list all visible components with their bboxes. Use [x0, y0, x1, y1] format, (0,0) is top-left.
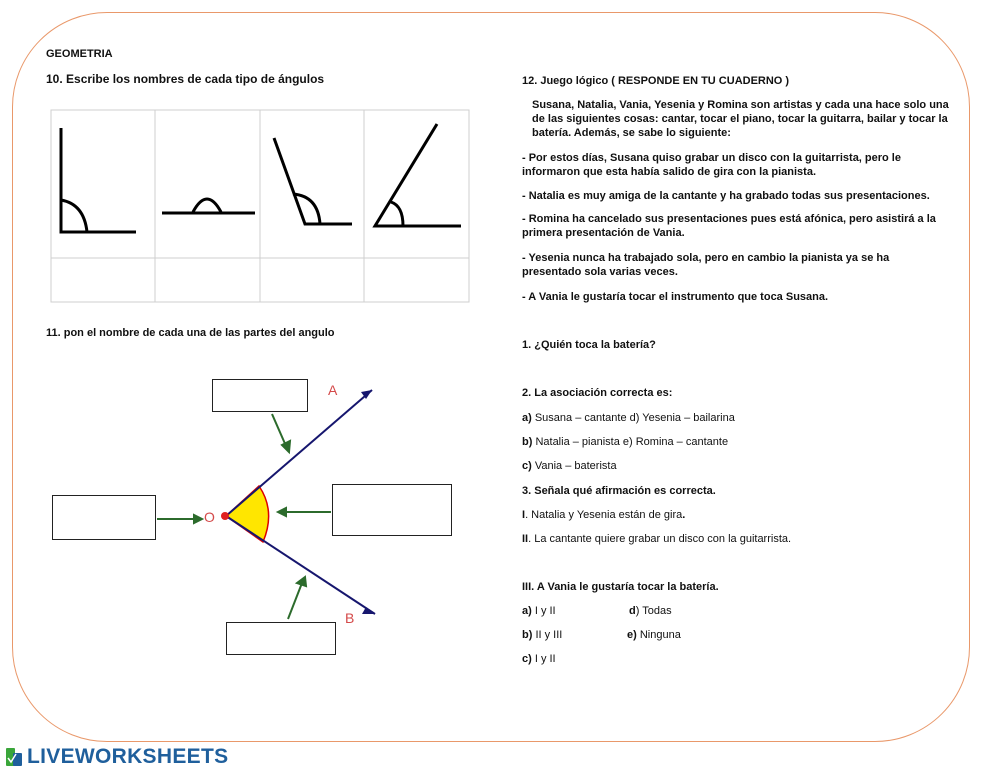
ray-a-label: A — [328, 382, 338, 398]
q2-option-c: c) Vania – baterista — [522, 460, 617, 472]
arrow-to-arc-head — [278, 508, 286, 516]
q11-title: 11. pon el nombre de cada una de las partes del angulo — [46, 327, 335, 339]
arrow-to-side-a — [272, 414, 286, 446]
q12-title: 12. Juego lógico ( RESPONDE EN TU CUADERNO ) — [522, 75, 790, 87]
angle-answer-field-4[interactable] — [365, 259, 468, 301]
clue-4: - Yesenia nunca ha trabajado sola, pero en cambio la pianista ya se ha presentado sola varias veces. — [522, 252, 890, 278]
q12-intro: Susana, Natalia, Vania, Yesenia y Romina son artistas y cada una hace solo una de las siguientes cosas: cantar, tocar el piano, tocar la guitarra, bailar y tocar la batería. Además, se sabe lo siguiente: — [532, 99, 949, 139]
ray-b-arrowhead — [362, 607, 375, 614]
straight-angle-figure — [162, 199, 255, 213]
statement-3: III. A Vania le gustaría tocar la batería. — [522, 581, 719, 593]
ray-b-label: B — [345, 610, 355, 626]
vertex-dot — [221, 512, 229, 520]
statement-1: I. Natalia y Yesenia están de gira. — [522, 509, 686, 521]
q3-option-e: e) Ninguna — [627, 629, 681, 641]
angle-arc — [226, 486, 269, 542]
q2-option-a: a) Susana – cantante d) Yesenia – bailarina — [522, 412, 735, 424]
q3-option-b: b) II y III — [522, 629, 563, 641]
question-3: 3. Señala qué afirmación es correcta. — [522, 485, 716, 497]
clue-2: - Natalia es muy amiga de la cantante y ha grabado todas sus presentaciones. — [522, 190, 930, 202]
liveworksheets-logo[interactable] — [6, 745, 228, 769]
angle-answer-field-2[interactable] — [156, 259, 259, 301]
arrow-to-side-b-head — [297, 577, 306, 586]
obtuse-angle-figure — [375, 124, 461, 226]
q3-option-d: d) Todas — [629, 605, 672, 617]
page-title: GEOMETRIA — [46, 48, 113, 60]
clue-1: - Por estos días, Susana quiso grabar un disco con la guitarrista, pero le informaron que esta había salido de gira con la pianista. — [522, 152, 901, 178]
side-a-answer-field[interactable] — [212, 379, 308, 412]
vertex-label: O — [204, 509, 215, 525]
q3-option-c: c) I y II — [522, 653, 556, 665]
q2-option-b: b) Natalia – pianista e) Romina – cantante — [522, 436, 729, 448]
q3-option-a: a) I y II — [522, 605, 556, 617]
side-b-answer-field[interactable] — [226, 622, 336, 655]
question-1: 1. ¿Quién toca la batería? — [522, 339, 656, 351]
arrow-to-side-b — [288, 583, 302, 619]
arrow-to-side-a-head — [282, 441, 290, 452]
angle-answer-field-1[interactable] — [52, 259, 154, 301]
brand-name: LIVEWORKSHEETS — [27, 745, 229, 768]
acute-angle-figure — [274, 138, 352, 224]
angle-answer-field-3[interactable] — [261, 259, 363, 301]
q10-title: 10. Escribe los nombres de cada tipo de ángulos — [46, 72, 325, 86]
clue-5: - A Vania le gustaría tocar el instrumento que toca Susana. — [522, 291, 829, 303]
arc-answer-field[interactable] — [332, 484, 452, 536]
vertex-answer-field[interactable] — [52, 495, 156, 540]
statement-2: II. La cantante quiere grabar un disco con la guitarrista. — [522, 533, 792, 545]
question-2: 2. La asociación correcta es: — [522, 387, 673, 399]
arrow-to-vertex-head — [194, 515, 202, 523]
right-angle-figure — [61, 128, 136, 232]
clue-3: - Romina ha cancelado sus presentaciones pues está afónica, pero asistirá a la primera presentación de Vania. — [522, 213, 936, 239]
